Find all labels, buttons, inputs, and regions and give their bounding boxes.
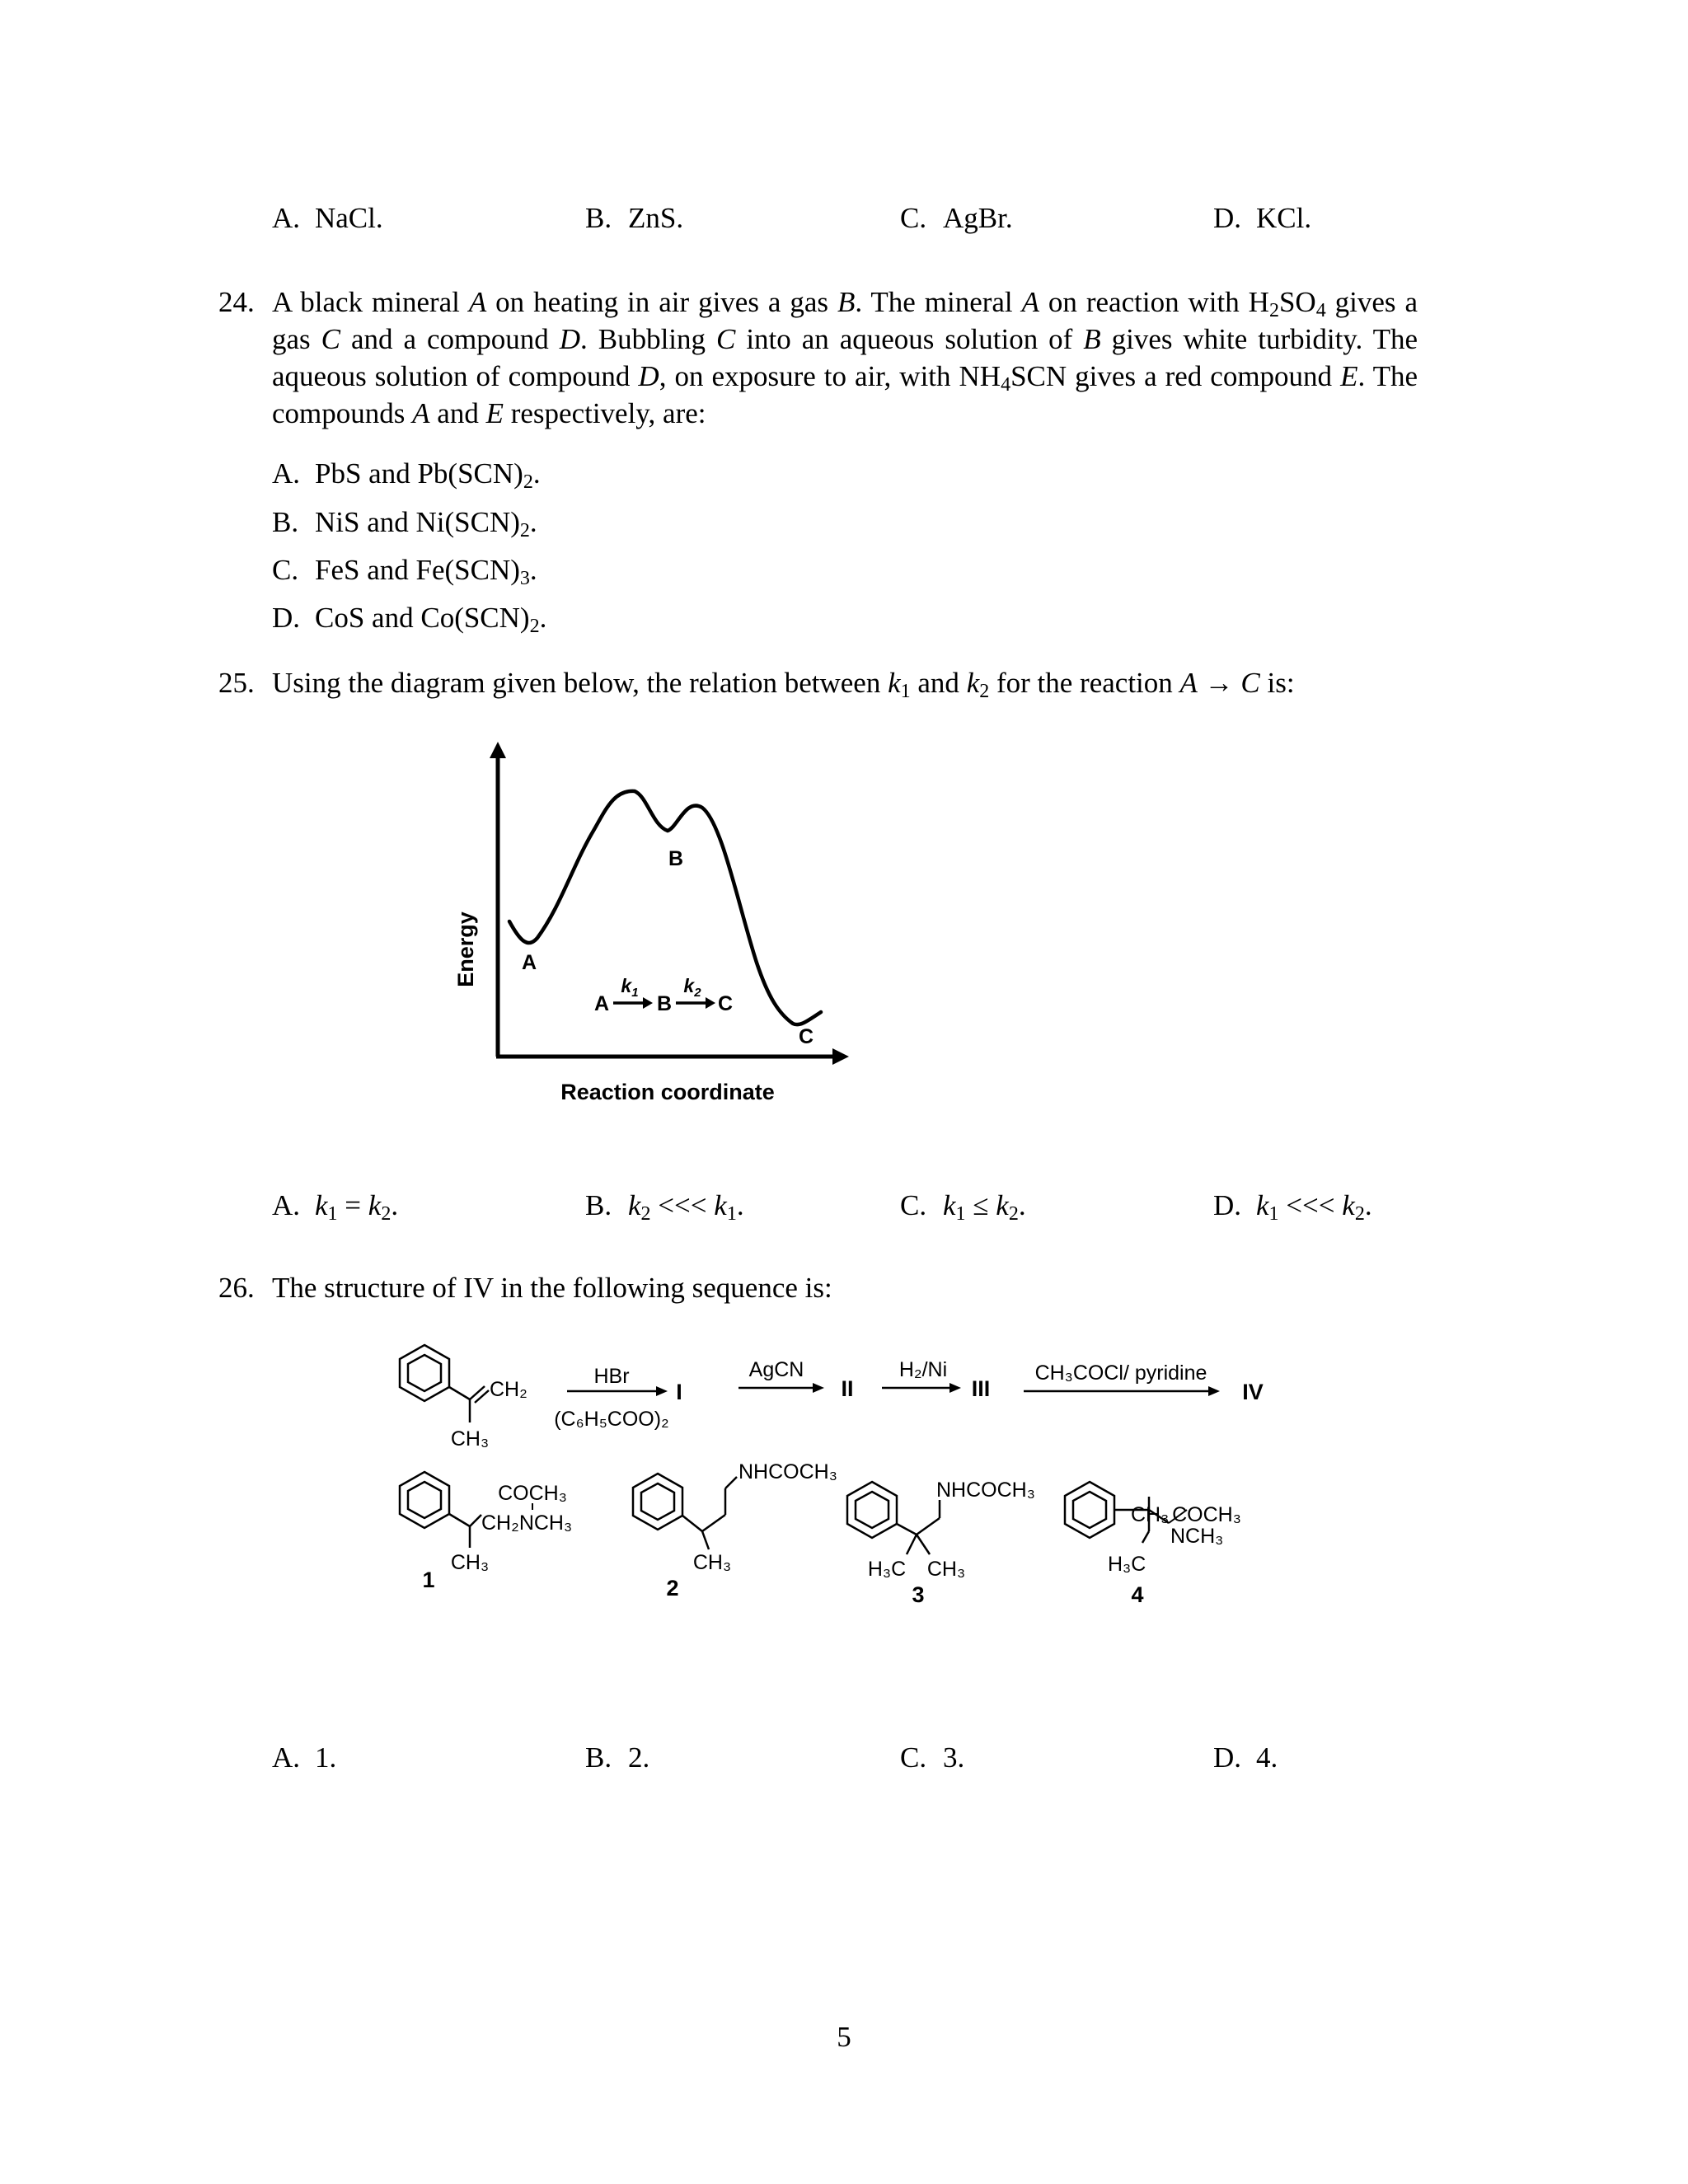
q24-option-a-sub: 2 — [523, 471, 533, 493]
energy-curve — [509, 791, 821, 1024]
q25-question-text: Using the diagram given below, the relation between $k_1$ and $k_2$ for the reaction A → C is: — [272, 667, 1295, 702]
s4-nch3: NCH₃ — [1170, 1525, 1224, 1548]
q24-option-d-text: CoS and Co(SCN) — [315, 602, 530, 634]
q25-option-a-label: A. — [272, 1189, 301, 1221]
q23-option-b — [585, 199, 683, 237]
s3-bond-1 — [897, 1524, 917, 1535]
q24-option-a-text: PbS and Pb(SCN) — [315, 457, 523, 490]
start-bond-2 — [470, 1386, 485, 1399]
scheme-k2-k: k — [683, 975, 695, 996]
s2-bond-5 — [702, 1531, 709, 1549]
q26-option-a — [272, 1739, 336, 1776]
q24-option-c-text: FeS and Fe(SCN) — [315, 554, 520, 586]
q26-option-a-label: A. — [272, 1741, 301, 1774]
arrow-3-head — [950, 1383, 961, 1393]
arrow-2-head — [813, 1383, 824, 1393]
s3-h3c: H₃C — [867, 1558, 907, 1581]
q23-option-c-text: AgBr. — [943, 202, 1013, 234]
reagent-h2ni: H₂/Ni — [898, 1358, 948, 1381]
scheme-k2 — [683, 975, 701, 1000]
s2-bond-2 — [702, 1515, 725, 1531]
s3-bond-2 — [917, 1518, 940, 1535]
q26-option-c — [900, 1739, 964, 1776]
s1-ch2nch3: CH₂NCH₃ — [481, 1511, 573, 1535]
s2-benzene-ring — [633, 1474, 682, 1530]
s1-label: 1 — [422, 1568, 435, 1592]
product-ii: II — [841, 1376, 854, 1401]
s1-ch3: CH₃ — [450, 1551, 490, 1574]
product-iii: III — [971, 1376, 991, 1401]
s1-bond-1 — [449, 1514, 470, 1526]
q25-option-b-label: B. — [585, 1189, 612, 1221]
q26-option-d — [1213, 1739, 1278, 1776]
q26-question-text: The structure of IV in the following sequence is: — [272, 1272, 832, 1304]
product-iv: IV — [1242, 1380, 1264, 1404]
s4-benzene-ring — [1065, 1482, 1114, 1538]
q24-option-c-end: . — [529, 554, 537, 586]
scheme-k1-sub: 1 — [631, 986, 639, 1000]
q24-option-b-text: NiS and Ni(SCN) — [315, 506, 520, 538]
q24-option-d-label: D. — [272, 602, 301, 634]
q24-option-c — [272, 551, 537, 588]
y-axis-arrow — [490, 742, 506, 758]
start-ch3: CH₃ — [450, 1427, 490, 1451]
reagent-peroxide: (C₆H₅COO)₂ — [554, 1408, 669, 1431]
q24-option-b-end: . — [529, 506, 537, 538]
q26-option-d-text: 4. — [1256, 1741, 1278, 1774]
q23-option-d-text: KCl. — [1256, 202, 1312, 234]
s1-benzene-ring — [400, 1472, 449, 1528]
start-benzene-ring — [400, 1345, 449, 1401]
q26-option-a-text: 1. — [315, 1741, 337, 1774]
q23-option-c-label: C. — [900, 202, 927, 234]
q26-option-b-label: B. — [585, 1741, 612, 1774]
q25-option-b: B. $k_2$ <<< $k_1$. — [585, 1187, 744, 1224]
s4-label: 4 — [1131, 1582, 1144, 1607]
q23-option-d-label: D. — [1213, 202, 1242, 234]
q23-option-d — [1213, 199, 1311, 237]
q26-option-d-label: D. — [1213, 1741, 1242, 1774]
s2-bond-1 — [682, 1516, 702, 1531]
s4-bond-5 — [1142, 1531, 1149, 1543]
product-i: I — [676, 1380, 682, 1404]
q23-option-a — [272, 199, 383, 237]
s3-bond-4 — [907, 1535, 917, 1554]
q25-option-c-label: C. — [900, 1189, 927, 1221]
q23-option-c — [900, 199, 1013, 237]
q25-option-c: C. $k_1 \le k_2$. — [900, 1187, 1026, 1224]
s1-coch3: COCH₃ — [498, 1482, 567, 1505]
s4-coch3: COCH₃ — [1172, 1503, 1241, 1526]
s1-bond-2 — [470, 1515, 481, 1526]
q26-option-c-label: C. — [900, 1741, 927, 1774]
point-a-label: A — [521, 951, 537, 974]
q26-option-b-text: 2. — [628, 1741, 650, 1774]
q24-option-b-sub: 2 — [519, 520, 530, 541]
s3-nhcoch3: NHCOCH₃ — [936, 1479, 1035, 1502]
s4-ch3: CH₃ — [1131, 1503, 1170, 1526]
q24-option-a — [272, 455, 541, 492]
q24-option-d-sub: 2 — [529, 616, 540, 637]
point-b-label: B — [668, 847, 684, 870]
q26-option-c-text: 3. — [943, 1741, 965, 1774]
q26-number: 26. — [218, 1272, 255, 1304]
s3-bond-5 — [917, 1535, 930, 1554]
scheme-c: C — [717, 992, 734, 1015]
scheme-b: B — [656, 992, 673, 1015]
q24-option-a-end: . — [532, 457, 541, 490]
q24-option-c-label: C. — [272, 554, 299, 586]
scheme-a: A — [593, 992, 610, 1015]
scheme-k1-k: k — [621, 975, 632, 996]
s3-label: 3 — [912, 1582, 925, 1607]
s3-benzene-ring — [847, 1482, 897, 1538]
energy-diagram — [437, 733, 865, 1121]
q25-number: 25. — [218, 667, 255, 699]
scheme-arrow-1-head — [643, 997, 653, 1009]
reaction-scheme — [379, 1327, 1343, 1640]
s4-h3c: H₃C — [1108, 1553, 1146, 1576]
q23-option-b-text: ZnS. — [628, 202, 684, 234]
reagent-agcn: AgCN — [748, 1358, 804, 1381]
point-c-label: C — [798, 1025, 814, 1048]
q23-option-a-label: A. — [272, 202, 301, 234]
q24-option-d — [272, 599, 546, 636]
s2-label: 2 — [666, 1576, 679, 1601]
q24-number: 24. — [218, 286, 255, 318]
q24-option-c-sub: 3 — [519, 568, 530, 589]
reagent-acetyl-chloride: CH₃COCl/ pyridine — [1034, 1361, 1207, 1385]
page-number: 5 — [837, 2021, 851, 2053]
scheme-k2-sub: 2 — [694, 986, 701, 1000]
arrow-4-head — [1208, 1386, 1220, 1396]
scheme-arrow-2-head — [706, 997, 715, 1009]
q24-option-a-label: A. — [272, 457, 301, 490]
x-axis-arrow — [832, 1048, 849, 1065]
reagent-hbr: HBr — [593, 1365, 630, 1388]
s2-nhcoch3: NHCOCH₃ — [738, 1460, 837, 1483]
s2-ch3: CH₃ — [692, 1551, 732, 1574]
start-ch2: CH₂ — [490, 1378, 528, 1401]
q24-option-d-end: . — [539, 602, 547, 634]
s3-ch3: CH₃ — [926, 1558, 966, 1581]
q24-option-b-label: B. — [272, 506, 299, 538]
scheme-k1 — [621, 975, 638, 1000]
energy-axis-label: Energy — [453, 912, 478, 987]
q23-option-a-text: NaCl. — [315, 202, 383, 234]
reaction-coordinate-label: Reaction coordinate — [560, 1080, 775, 1104]
start-bond-1 — [449, 1387, 470, 1399]
arrow-1-head — [656, 1386, 668, 1396]
q24-question-text: A black mineral A on heating in air gives a gas B. The mineral A on reaction with $H_2SO_4$ gives a gas C and a compound D. Bubbling C into an aqueous solution of B gives white turbidity. The aqueous solution of compound D, on exposure to air, with $NH_4SCN$ gives a red compound E. The compounds A and E respectively, are: — [272, 286, 1418, 429]
q24-option-b — [272, 504, 537, 541]
s2-bond-4 — [725, 1477, 737, 1488]
q26-option-b — [585, 1739, 649, 1776]
q25-option-a: A. $k_1 = k_2$. — [272, 1187, 398, 1224]
q25-option-d: D. $k_1$ <<< $k_2$. — [1213, 1187, 1372, 1224]
q23-option-b-label: B. — [585, 202, 612, 234]
q25-option-d-label: D. — [1213, 1189, 1242, 1221]
